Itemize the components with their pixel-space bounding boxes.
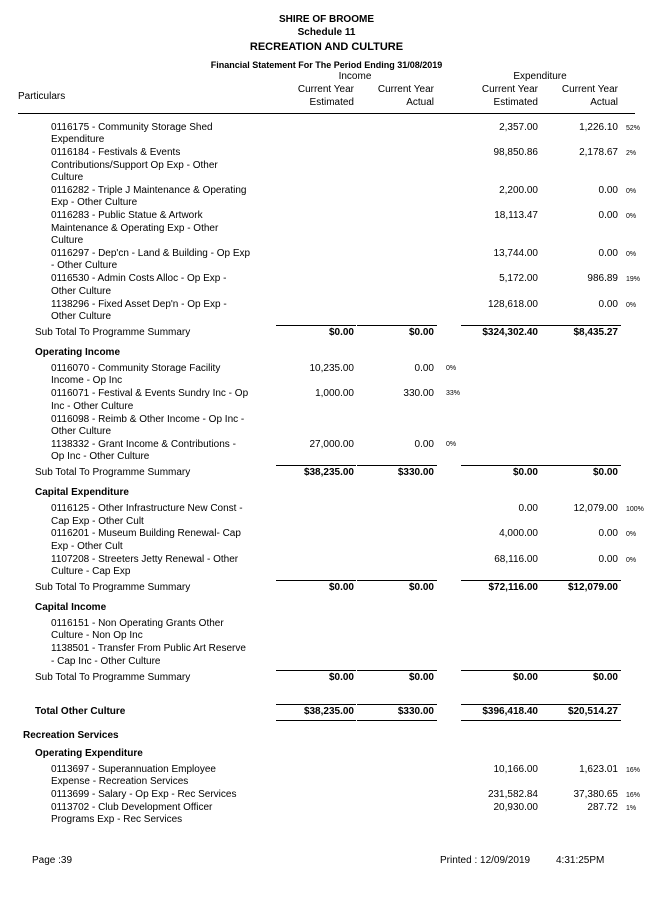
subtotal-value: $20,514.27 (567, 705, 618, 717)
line-item-value: 0.00 (414, 438, 434, 450)
percent-badge: 0% (626, 188, 637, 195)
line-item-value: 12,079.00 (573, 503, 618, 515)
line-item-value: 13,744.00 (493, 248, 538, 259)
percent-badge: 0% (446, 440, 457, 448)
subtotal-rule (541, 325, 621, 326)
subtotal-rule (276, 465, 356, 466)
subtotal-value: $0.00 (512, 671, 538, 683)
line-item-text: Expenditure (51, 134, 105, 146)
line-item-text: Other Culture (51, 311, 112, 322)
line-item-value: 4,000.00 (499, 528, 538, 540)
printed-time: 4:31:25PM (556, 855, 605, 866)
org-name: SHIRE OF BROOME (278, 14, 374, 25)
line-item-value: 287.72 (587, 801, 618, 813)
line-item-value: 0.00 (598, 185, 618, 196)
subtotal-value: $8,435.27 (573, 326, 618, 338)
percent-badge: 0% (626, 213, 637, 221)
col-expenditure-actual-line1: Current Year (561, 84, 618, 95)
percent-badge: 0% (626, 251, 637, 258)
line-item-text: 0113702 - Club Development Officer (51, 801, 213, 813)
line-item-value: 1,623.01 (579, 763, 618, 775)
line-item-text: 0116125 - Other Infrastructure New Const - (51, 503, 243, 515)
col-income-estimated-line2: Estimated (309, 97, 354, 108)
subtotal-rule (357, 580, 437, 581)
subtotal-value: $324,302.40 (482, 326, 538, 338)
percent-badge: 0% (446, 364, 457, 372)
line-item-text: Exp - Other Culture (51, 197, 138, 209)
subtotal-value: $38,235.00 (303, 705, 354, 717)
line-item-text: Other Culture (51, 425, 112, 437)
subtotal-rule (276, 325, 356, 326)
subtotal-label: Sub Total To Programme Summary (35, 671, 191, 683)
subtotal-rule (461, 580, 541, 581)
subtotal-rule (541, 465, 621, 466)
percent-badge: 33% (446, 390, 461, 398)
total-label: Total Other Culture (35, 705, 126, 717)
line-item-value: 2,357.00 (499, 122, 538, 133)
line-item-value: 0.00 (414, 362, 434, 374)
subtotal-value: $330.00 (397, 705, 434, 717)
col-expenditure-estimated-line1: Current Year (481, 84, 538, 95)
subtotal-value: $0.00 (408, 326, 434, 338)
line-item-text: Culture (51, 235, 84, 247)
line-item-value: 986.89 (587, 273, 618, 285)
line-item-text: 0116282 - Triple J Maintenance & Operating (51, 185, 247, 196)
percent-badge: 1% (626, 804, 637, 812)
line-item-value: 0.00 (598, 210, 618, 222)
subtotal-value: $396,418.40 (482, 705, 538, 717)
line-item-text: 0116530 - Admin Costs Alloc - Op Exp - (51, 273, 227, 285)
line-item-text: 0116297 - Dep'cn - Land & Building - Op Exp (51, 248, 251, 259)
page-title: RECREATION AND CULTURE (249, 41, 404, 53)
subtotal-rule (357, 465, 437, 466)
subtotal-rule (276, 580, 356, 581)
line-item-value: 0.00 (598, 298, 618, 310)
line-item-text: 0116283 - Public Statue & Artwork (51, 210, 203, 222)
printed-date: Printed : 12/09/2019 (440, 855, 531, 866)
subtotal-rule (357, 670, 437, 671)
line-item-text: Other Culture (51, 285, 112, 297)
line-item-value: 20,930.00 (493, 801, 538, 813)
percent-badge: 16% (626, 791, 641, 799)
line-item-value: 0.00 (598, 528, 618, 540)
line-item-value: 128,618.00 (487, 298, 538, 310)
subtotal-rule (541, 670, 621, 671)
total-underline (541, 720, 621, 721)
line-item-text: Cap Exp - Other Cult (51, 515, 144, 527)
section-heading: Operating Expenditure (35, 747, 143, 759)
subtotal-rule (461, 325, 541, 326)
subtotal-rule (541, 704, 621, 705)
percent-badge: 0% (626, 556, 637, 564)
subtotal-rule (276, 704, 356, 705)
line-item-value: 0.00 (598, 553, 618, 565)
schedule-label: Schedule 11 (297, 27, 356, 38)
line-item-text: - Cap Inc - Other Culture (51, 655, 161, 667)
line-item-value: 37,380.65 (573, 788, 618, 800)
line-item-value: 1,000.00 (315, 388, 354, 400)
subtotal-value: $0.00 (592, 467, 618, 479)
line-item-text: 0116201 - Museum Building Renewal- Cap (51, 528, 241, 540)
line-item-text: 1138501 - Transfer From Public Art Reserve (51, 643, 246, 655)
line-item-text: Culture (51, 172, 84, 184)
line-item-text: 0116098 - Reimb & Other Income - Op Inc - (51, 413, 245, 425)
percent-badge: 0% (626, 531, 637, 539)
line-item-value: 98,850.86 (493, 147, 538, 159)
line-item-text: Culture - Cap Exp (51, 566, 131, 578)
line-item-text: 0116184 - Festivals & Events (51, 147, 181, 159)
line-item-value: 10,235.00 (309, 362, 354, 374)
expenditure-label: Expenditure (513, 71, 567, 82)
line-item-value: 5,172.00 (499, 273, 538, 285)
line-item-text: Contributions/Support Op Exp - Other (51, 159, 218, 171)
subtotal-rule (461, 465, 541, 466)
line-item-text: 0116071 - Festival & Events Sundry Inc - Op (51, 388, 249, 400)
income-label: Income (338, 71, 372, 82)
line-item-text: Culture - Non Op Inc (51, 630, 143, 642)
line-item-value: 1,226.10 (579, 122, 618, 133)
col-expenditure-actual-line2: Actual (590, 97, 618, 108)
line-item-value: 2,200.00 (499, 185, 538, 196)
subtotal-label: Sub Total To Programme Summary (35, 582, 191, 593)
subtotal-value: $38,235.00 (303, 467, 354, 479)
line-item-text: 0113699 - Salary - Op Exp - Rec Services (51, 788, 237, 800)
percent-badge: 52% (626, 125, 641, 132)
particulars-label: Particulars (18, 91, 66, 102)
line-item-value: 27,000.00 (309, 438, 354, 450)
col-income-actual-line2: Actual (406, 97, 434, 108)
subtotal-value: $0.00 (408, 671, 434, 683)
col-income-estimated-line1: Current Year (297, 84, 354, 95)
line-item-text: Maintenance & Operating Exp - Other (51, 222, 219, 234)
percent-badge: 2% (626, 150, 637, 158)
subtotal-rule (461, 704, 541, 705)
line-item-text: Op Inc - Other Culture (51, 451, 150, 463)
header-divider (18, 113, 635, 114)
subtotal-rule (357, 325, 437, 326)
line-item-text: Expense - Recreation Services (51, 776, 189, 787)
col-expenditure-estimated-line2: Estimated (493, 97, 538, 108)
subtotal-value: $0.00 (592, 671, 618, 683)
line-item-text: Programs Exp - Rec Services (51, 814, 183, 826)
subtotal-rule (357, 704, 437, 705)
line-item-text: Inc - Other Culture (51, 400, 134, 412)
line-item-text: 0113697 - Superannuation Employee (51, 763, 216, 775)
section-heading: Capital Expenditure (35, 487, 129, 499)
percent-badge: 16% (626, 766, 641, 774)
subtotal-value: $72,116.00 (488, 582, 538, 593)
subtotal-value: $12,079.00 (567, 582, 618, 593)
line-item-text: Income - Op Inc (51, 375, 123, 387)
percent-badge: 0% (626, 301, 637, 309)
page-number: Page :39 (32, 855, 73, 866)
line-item-text: 0116175 - Community Storage Shed (51, 122, 213, 133)
subtotal-value: $0.00 (408, 582, 434, 593)
line-item-text: Exp - Other Cult (51, 540, 123, 552)
line-item-text: 1107208 - Streeters Jetty Renewal - Other (51, 553, 239, 565)
line-item-value: 0.00 (598, 248, 618, 259)
statement-subtitle: Financial Statement For The Period Ending 31/08/2019 (210, 60, 443, 70)
subtotal-value: $0.00 (512, 467, 538, 479)
line-item-value: 330.00 (403, 388, 434, 400)
line-item-value: 0.00 (518, 503, 538, 515)
subtotal-value: $0.00 (328, 582, 354, 593)
percent-badge: 19% (626, 276, 641, 284)
percent-badge: 100% (626, 506, 644, 514)
line-item-text: - Other Culture (51, 260, 118, 272)
line-item-text: 1138332 - Grant Income & Contributions - (51, 438, 236, 450)
total-underline (357, 720, 437, 721)
subtotal-rule (276, 670, 356, 671)
subtotal-rule (461, 670, 541, 671)
line-item-value: 231,582.84 (487, 788, 538, 800)
col-income-actual-line1: Current Year (377, 84, 434, 95)
group-heading: Recreation Services (23, 729, 119, 741)
line-item-value: 18,113.47 (494, 210, 538, 222)
line-item-value: 2,178.67 (579, 147, 618, 159)
subtotal-value: $0.00 (328, 326, 354, 338)
total-underline (461, 720, 541, 721)
line-item-text: 1138296 - Fixed Asset Dep'n - Op Exp - (51, 298, 227, 310)
subtotal-label: Sub Total To Programme Summary (35, 467, 191, 479)
subtotal-label: Sub Total To Programme Summary (35, 326, 191, 338)
line-item-text: 0116151 - Non Operating Grants Other (51, 618, 224, 629)
section-heading: Capital Income (35, 602, 107, 613)
line-item-value: 10,166.00 (493, 763, 538, 775)
subtotal-value: $330.00 (397, 467, 434, 479)
subtotal-rule (541, 580, 621, 581)
total-underline (276, 720, 356, 721)
subtotal-value: $0.00 (328, 671, 354, 683)
line-item-text: 0116070 - Community Storage Facility (51, 362, 221, 374)
section-heading: Operating Income (35, 346, 121, 358)
line-item-value: 68,116.00 (494, 553, 538, 565)
